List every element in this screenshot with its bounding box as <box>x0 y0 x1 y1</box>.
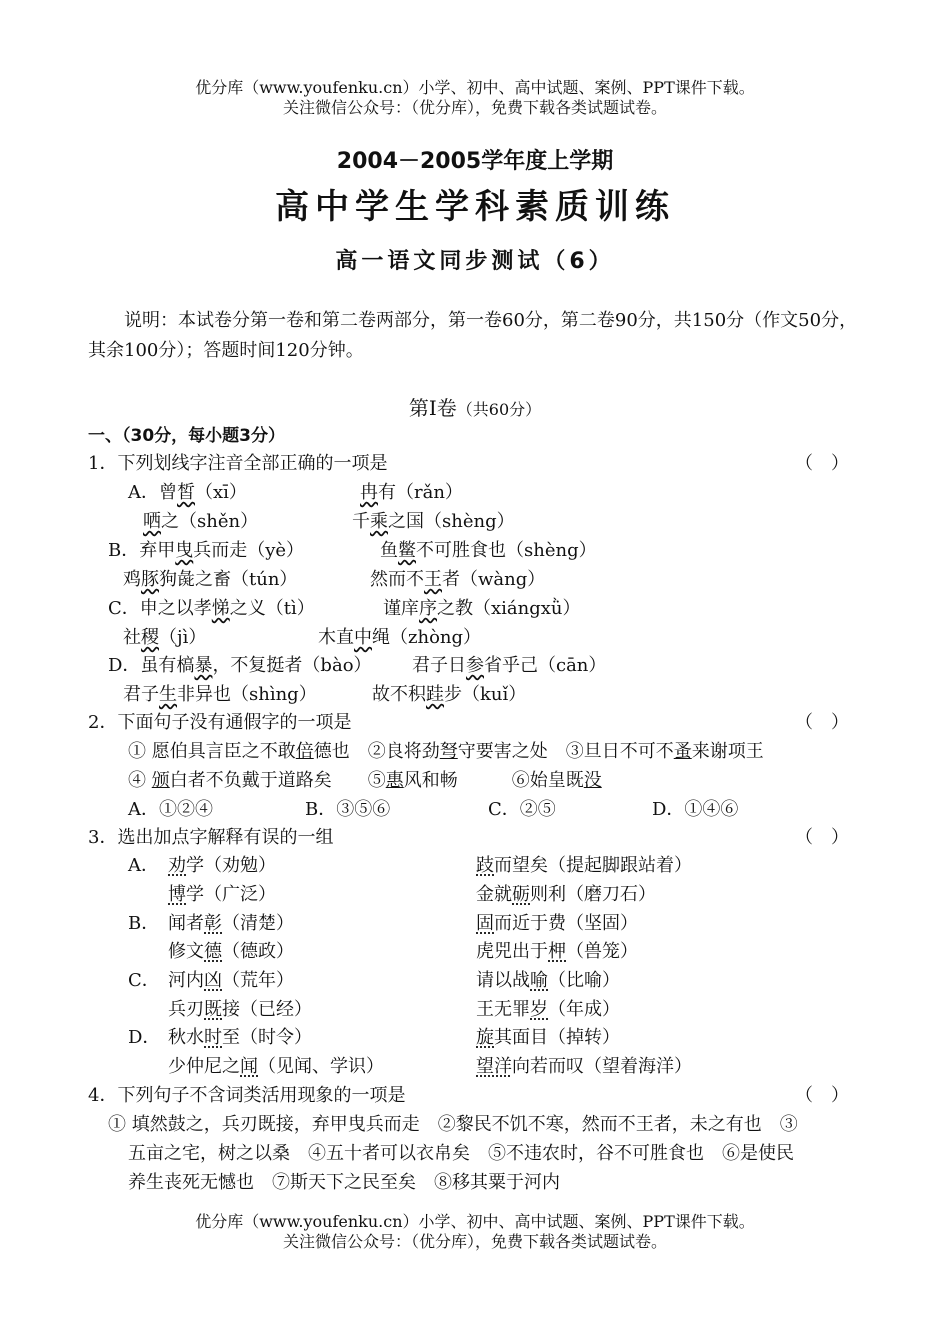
q1-option-b-3: 鸡豚狗彘之畜（tún） <box>123 569 298 590</box>
q1-option-a-4: 千乘之国（shèng） <box>352 511 515 532</box>
q1-stem: 1．下列划线字注音全部正确的一项是 <box>88 453 388 474</box>
q4-line-2: 五亩之宅，树之以桑 ④五十者可以衣帛矣 ⑤不违农时，谷不可胜食也 ⑥是使民 <box>128 1143 794 1164</box>
q4-answer-blank: （ ） <box>795 1085 849 1106</box>
q3-right-item: 王无罪岁（年成） <box>476 999 620 1020</box>
q3-left-item: 兵刃既接（已经） <box>168 999 312 1020</box>
header-line-1: 优分库（www.youfenku.cn）小学、初中、高中试题、案例、PPT课件下载。 <box>195 78 755 97</box>
q3-left-item: 秋水时至（时令） <box>168 1027 312 1048</box>
q2-option-a: A．①②④ <box>128 799 213 820</box>
q3-right-item: 虎兕出于柙（兽笼） <box>476 941 638 962</box>
q1-answer-blank: （ ） <box>795 453 849 474</box>
page-footer <box>0 1212 950 1252</box>
q3-left-item: 博学（广泛） <box>168 884 276 905</box>
q3-option-label: B． <box>128 913 160 934</box>
q3-option-label: C． <box>128 970 160 991</box>
q3-right-item: 望洋向若而叹（望着海洋） <box>476 1056 692 1077</box>
q2-answer-blank: （ ） <box>795 712 849 733</box>
q3-left-item: 劝学（劝勉） <box>168 855 276 876</box>
q1-option-c-4: 木直中绳（zhòng） <box>318 627 482 648</box>
q2-option-d: D．①④⑥ <box>652 799 739 820</box>
q3-option-label: D． <box>128 1027 161 1048</box>
q3-right-item: 跂而望矣（提起脚跟站着） <box>476 855 692 876</box>
page-header <box>0 78 950 118</box>
volume-score: （共60分） <box>456 400 542 419</box>
q3-right-item: 金就砺则利（磨刀石） <box>476 884 656 905</box>
q3-left-item: 少仲尼之闻（见闻、学识） <box>168 1056 384 1077</box>
q2-stem: 2．下面句子没有通假字的一项是 <box>88 712 352 733</box>
q1-option-a-2: 冉有（rǎn） <box>360 482 463 503</box>
title-sub: 高一语文同步测试（6） <box>335 249 615 274</box>
q1-option-a-1: A．曾皙（xī） <box>128 482 247 503</box>
q1-option-c-1: C．申之以孝悌之义（tì） <box>108 598 315 619</box>
q1-option-c-3: 社稷（jì） <box>123 627 207 648</box>
volume-heading <box>0 394 950 424</box>
q3-left-item: 修文德（德政） <box>168 941 294 962</box>
q4-line-3: 养生丧死无憾也 ⑦斯天下之民至矣 ⑧移其粟于河内 <box>128 1172 560 1193</box>
q1-option-b-1: B．弃甲曳兵而走（yè） <box>108 540 305 561</box>
q2-option-c: C．②⑤ <box>488 799 556 820</box>
footer-line-1: 优分库（www.youfenku.cn）小学、初中、高中试题、案例、PPT课件下载。 <box>195 1212 755 1231</box>
q3-answer-blank: （ ） <box>795 827 849 848</box>
q1-option-c-2: 谨庠序之教（xiángxǜ） <box>383 598 581 619</box>
q1-option-b-2: 鱼鳖不可胜食也（shèng） <box>380 540 597 561</box>
title-year: 2004－2005学年度上学期 <box>336 149 614 174</box>
q3-right-item: 旋其面目（掉转） <box>476 1027 620 1048</box>
q3-left-item: 闻者彰（清楚） <box>168 913 294 934</box>
q1-option-d-4: 故不积跬步（kuǐ） <box>372 684 527 705</box>
title-main: 高中学生学科素质训练 <box>275 187 675 227</box>
q3-left-item: 河内凶（荒年） <box>168 970 294 991</box>
q1-option-b-4: 然而不王者（wàng） <box>370 569 546 590</box>
q4-stem: 4．下列句子不含词类活用现象的一项是 <box>88 1085 406 1106</box>
q3-stem: 3．选出加点字解释有误的一组 <box>88 827 334 848</box>
q4-line-1: ① 填然鼓之，兵刃既接，弃甲曳兵而走 ②黎民不饥不寒，然而不王者，未之有也 ③ <box>108 1114 798 1135</box>
header-line-2: 关注微信公众号：（优分库），免费下载各类试题试卷。 <box>282 98 667 117</box>
volume-label: 第Ⅰ卷 <box>408 396 457 420</box>
q1-option-d-1: D．虽有槁暴，不复挺者（bào） <box>108 655 372 676</box>
section-1-heading: 一、（30分，每小题3分） <box>88 426 285 446</box>
intro-text: 说明：本试卷分第一卷和第二卷两部分，第一卷60分，第二卷90分，共150分（作文50分，其余100分）；答题时间120分钟。 <box>88 310 858 361</box>
footer-line-2: 关注微信公众号：（优分库），免费下载各类试题试卷。 <box>282 1232 667 1251</box>
q1-option-d-2: 君子日参省乎己（cān） <box>412 655 607 676</box>
q1-option-a-3: 哂之（shěn） <box>143 511 259 532</box>
q2-option-b: B．③⑤⑥ <box>305 799 391 820</box>
q2-line-2: ④ 颁白者不负戴于道路矣 ⑤惠风和畅 ⑥始皇既没 <box>128 770 602 791</box>
q2-line-1: ① 愿伯具言臣之不敢倍德也 ②良将劲弩守要害之处 ③旦日不可不蚤来谢项王 <box>128 741 764 762</box>
q3-right-item: 请以战喻（比喻） <box>476 970 620 991</box>
q3-option-label: A． <box>128 855 159 876</box>
q1-option-d-3: 君子生非异也（shìng） <box>123 684 317 705</box>
q3-right-item: 固而近于费（坚固） <box>476 913 638 934</box>
